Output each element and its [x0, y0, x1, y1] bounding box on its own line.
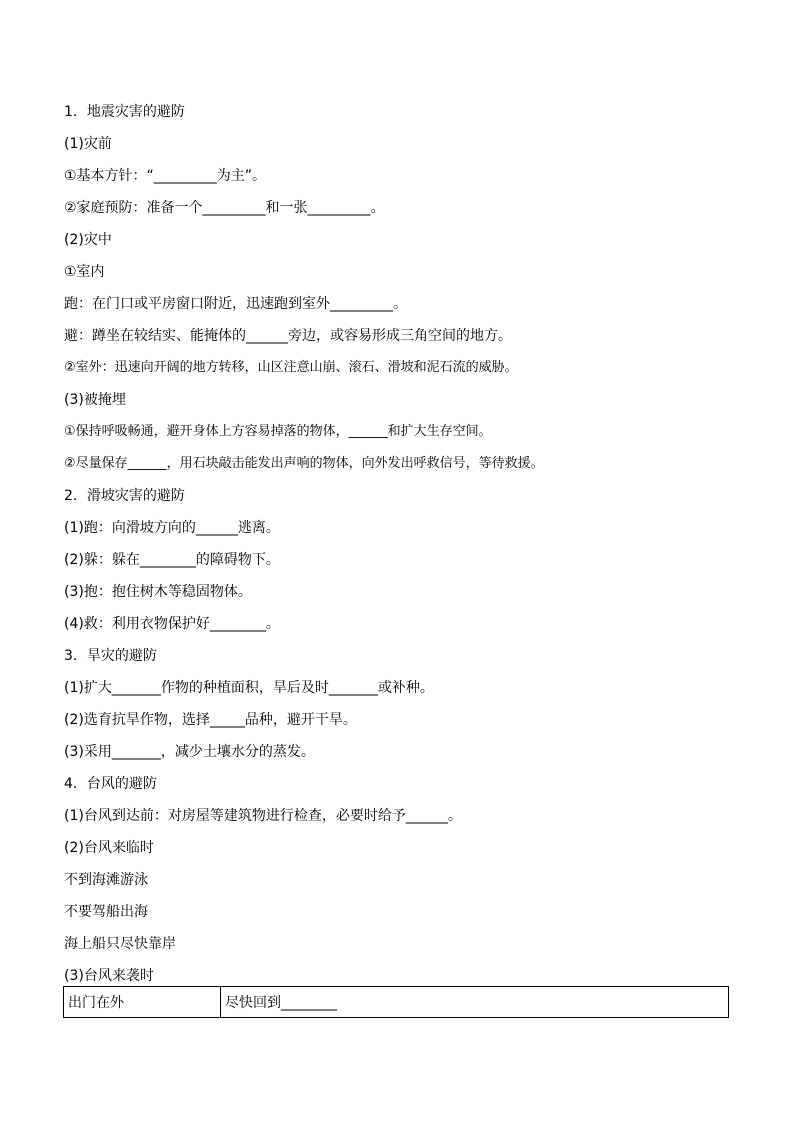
- text-no-sailing: 不要驾船出海: [64, 904, 148, 920]
- typhoon-table: [63, 986, 729, 1018]
- table-cell: 出门在外: [64, 987, 221, 1018]
- subheading-before-disaster: (1)灾前: [64, 136, 112, 152]
- text-family-prevention: ②家庭预防：准备一个_________和一张_________。: [64, 200, 385, 216]
- text-typhoon-before: (1)台风到达前：对房屋等建筑物进行检查，必要时给予______。: [64, 808, 462, 824]
- text-landslide-hide: (2)躲：躲在________的障碍物下。: [64, 552, 280, 568]
- subheading-indoor: ①室内: [64, 264, 105, 280]
- table-cell: 尽快回到________: [221, 987, 729, 1018]
- text-run: 跑：在门口或平房窗口附近，迅速跑到室外_________。: [64, 296, 407, 312]
- subheading-typhoon-hitting: (3)台风来袭时: [64, 968, 154, 984]
- text-no-swimming: 不到海滩游泳: [64, 872, 148, 888]
- heading-earthquake: 1．地震灾害的避防: [64, 104, 185, 120]
- text-outdoor: ②室外：迅速向开阔的地方转移，山区注意山崩、滚石、滑坡和泥石流的威胁。: [64, 360, 518, 375]
- subheading-buried: (3)被掩埋: [64, 392, 126, 408]
- subheading-during-disaster: (2)灾中: [64, 232, 112, 248]
- text-ships-ashore: 海上船只尽快靠岸: [64, 936, 176, 952]
- text-save-strength: ②尽量保存______，用石块敲击能发出声响的物体，向外发出呼救信号，等待救援。: [64, 456, 544, 471]
- heading-typhoon: 4．台风的避防: [64, 776, 157, 792]
- heading-landslide: 2．滑坡灾害的避防: [64, 488, 185, 504]
- text-hide: 避：蹲坐在较结实、能掩体的______旁边，或容易形成三角空间的地方。: [64, 328, 512, 344]
- text-landslide-rescue: (4)救：利用衣物保护好________。: [64, 616, 280, 632]
- table-row: [64, 987, 729, 1018]
- text-drought-adopt: (3)采用_______，减少土壤水分的蒸发。: [64, 744, 315, 760]
- text-keep-breathing: ①保持呼吸畅通，避开身体上方容易掉落的物体，______和扩大生存空间。: [64, 424, 492, 439]
- text-landslide-hold: (3)抱：抱住树木等稳固物体。: [64, 584, 252, 600]
- text-landslide-run: (1)跑：向滑坡方向的______逃离。: [64, 520, 280, 536]
- text-drought-expand: (1)扩大_______作物的种植面积，旱后及时_______或补种。: [64, 680, 434, 696]
- subheading-typhoon-approaching: (2)台风来临时: [64, 840, 154, 856]
- text-drought-breed: (2)选育抗旱作物，选择_____品种，避开干旱。: [64, 712, 357, 728]
- heading-drought: 3．旱灾的避防: [64, 648, 157, 664]
- text-basic-policy: ①基本方针：“_________为主”。: [64, 168, 267, 184]
